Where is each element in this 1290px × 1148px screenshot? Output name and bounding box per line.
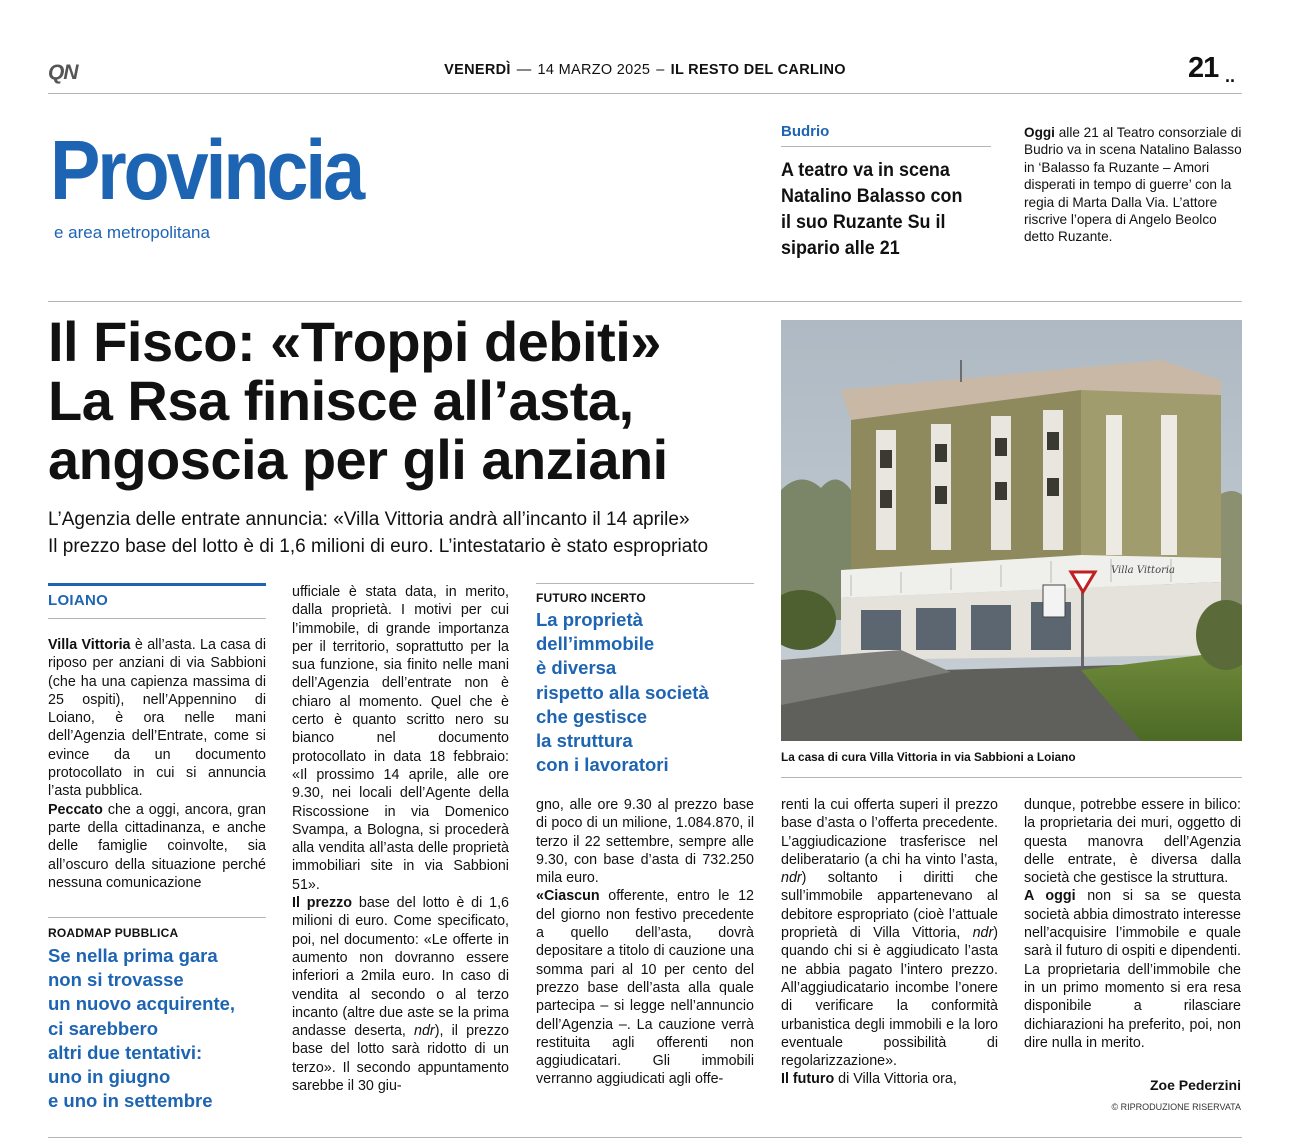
roadmap-quote xyxy=(48,944,235,1113)
futuro-rule xyxy=(536,583,754,584)
quote-line: rispetto alla società xyxy=(536,681,709,703)
quote-line: uno in giugno xyxy=(48,1066,171,1088)
teaser-body-text: alle 21 al Teatro consorziale di Budrio va in scena Natalino Balasso in ‘Balasso fa Ruzante – Amori disperati in tempo di guerre’ con la regia di Marta Dalla Via. L’attore riscrive l’opera di Angelo Beolco detto Ruzante. xyxy=(1024,125,1242,245)
paragraph-text: renti la cui offerta superi il prezzo base d’asta o l’offerta precedente. L’aggiudicazione trasferisce nel deliberatario (a chi ha vinto l’asta, xyxy=(781,797,998,868)
dateline-day: VENERDÌ xyxy=(444,62,511,78)
dateline-newspaper: IL RESTO DEL CARLINO xyxy=(670,62,846,78)
quote-line: e uno in settembre xyxy=(48,1090,213,1112)
paragraph xyxy=(292,583,509,894)
article-photo xyxy=(781,320,1242,741)
paragraph-text: base del lotto è di 1,6 milioni di euro. Come specificato, poi, nel documento: «Le offerte in aumento non dovranno essere inferiori a 2mila euro. In caso di vendita al secondo o al terzo incanto (altre due aste se la prima andasse deserta, xyxy=(292,895,509,1040)
section-title: Provincia xyxy=(50,123,363,217)
futuro-quote xyxy=(536,608,709,777)
article-column-5 xyxy=(1024,796,1241,1052)
ndr-note: ndr xyxy=(972,925,994,942)
paragraph-lead: Il futuro xyxy=(781,1071,835,1088)
ndr-note: ndr xyxy=(781,870,802,887)
quote-line: dell’immobile xyxy=(536,633,655,655)
paragraph xyxy=(781,1070,998,1088)
article-column-3 xyxy=(536,796,754,1089)
teaser-body-lead: Oggi xyxy=(1024,125,1055,140)
paragraph xyxy=(1024,887,1241,1052)
quote-line: altri due tentativi: xyxy=(48,1041,203,1063)
teaser-headline: A teatro va in scena Natalino Balasso con il suo Ruzante Su il sipario alle 21 xyxy=(781,159,963,259)
photo-sign: Villa Vittoria xyxy=(1111,565,1176,576)
footer-rule xyxy=(48,1137,1242,1138)
svg-text:QN: QN xyxy=(48,61,78,84)
byline: Zoe Pederzini xyxy=(1149,1077,1241,1093)
paragraph-lead: Villa Vittoria xyxy=(48,637,131,653)
teaser-kicker: Budrio xyxy=(781,123,830,140)
teaser-kicker-rule xyxy=(781,146,991,147)
paragraph-text: è all’asta. La casa di riposo per anziani di via Sabbioni (che ha una capienza massima di 25 ospiti), nell’Appennino di Loiano, è ora nelle mani dell’Agenzia dell’Entrate, come si evince da un documento protocollato in cui si annuncia l’asta pubblica. xyxy=(48,637,266,800)
page-number-dots: .. xyxy=(1225,66,1236,86)
paragraph-text: gno, alle ore 9.30 al prezzo base di poco di un milione, 1.084.870, il terzo il 22 settembre, sempre alle 9.30, con base d’asta di 732.250 mila euro. xyxy=(536,797,754,887)
subhead-line: L’Agenzia delle entrate annuncia: «Villa Vittoria andrà all’incanto il 14 aprile» xyxy=(48,509,690,530)
paragraph xyxy=(781,796,998,1070)
ndr-note: ndr xyxy=(414,1023,435,1040)
headline-line: La Rsa finisce all’asta, xyxy=(48,369,634,432)
article-column-1 xyxy=(48,636,266,892)
header-rule xyxy=(48,93,1242,94)
paragraph xyxy=(536,796,754,887)
article-column-4 xyxy=(781,796,998,1089)
location-label: LOIANO xyxy=(48,592,109,609)
article-headline xyxy=(48,312,768,489)
quote-line: con i lavoratori xyxy=(536,754,669,776)
building-illustration xyxy=(781,320,1242,741)
paragraph-text: che a oggi, ancora, gran parte della cittadinanza, e anche delle famiglie coinvolte, sia all’oscuro della situazione perché nessuna comunicazione xyxy=(48,801,266,891)
paragraph-lead: «Ciascun xyxy=(536,888,600,905)
quote-line: la struttura xyxy=(536,730,633,752)
dateline: VENERDÌ — 14 MARZO 2025 – IL RESTO DEL CARLINO xyxy=(444,62,846,78)
page-number: 21 xyxy=(1188,52,1219,84)
loc-bottom-rule xyxy=(48,618,266,619)
article-subhead xyxy=(48,506,768,560)
quote-line: non si trovasse xyxy=(48,969,184,991)
quote-line: ci sarebbero xyxy=(48,1017,159,1039)
section-subtitle: e area metropolitana xyxy=(54,223,210,242)
copyright: © RIPRODUZIONE RISERVATA xyxy=(1111,1102,1241,1112)
paragraph-text: ufficiale è stata data, in merito, dalla proprietà. I motivi per cui l’immobile, di grande importanza per il territorio, soprattutto per la sua funzione, sia finito nelle mani dell’Agenzia dell’entrate non è chiaro al momento. Quel che è certo è quanto scritto nero su bianco nel documento protocollato in data 18 febbraio: «Il prossimo 14 aprile, alle ore 9.30, nei locali dell’Agente della Riscossione in via Domenico Svampa, a Bologna, si procederà alla vendita all’asta delle proprietà immobiliari site in via Sabbioni 51». xyxy=(292,584,509,893)
paragraph-lead: Il prezzo xyxy=(292,895,353,912)
quote-line: La proprietà xyxy=(536,609,643,630)
caption-rule xyxy=(781,777,1242,778)
loc-top-rule xyxy=(48,583,266,586)
section-rule xyxy=(48,301,1242,302)
paragraph xyxy=(48,636,266,801)
paragraph xyxy=(48,801,266,892)
paragraph-text: offerente, entro le 12 del giorno non festivo precedente a quello dell’asta, dovrà depositare a titolo di cauzione una somma pari al 10 per cento del prezzo base dell’asta alla quale partecipa – si legge nell’annuncio dell’Agenzia –. La cauzione verrà restituita agli offerenti non aggiudicatari. Gli immobili verranno aggiudicati agli offe- xyxy=(536,888,754,1088)
paragraph xyxy=(536,887,754,1088)
paragraph-lead: A oggi xyxy=(1024,888,1076,905)
futuro-kicker: FUTURO INCERTO xyxy=(536,591,646,605)
paragraph-lead: Peccato xyxy=(48,801,103,818)
photo-caption: La casa di cura Villa Vittoria in via Sabbioni a Loiano xyxy=(781,750,1076,764)
quote-line: che gestisce xyxy=(536,705,648,727)
paragraph-text: ) quando chi si è aggiudicato l’asta ne abbia pagato l’intero prezzo. All’aggiudicatario incombe l’onere di verificare la conformità urbanistica degli immobili e la loro eventuale possibilità di regolarizzazione». xyxy=(781,925,998,1070)
paragraph-text: ), il prezzo base del lotto sarà ridotto di un terzo». Il secondo appuntamento sarebbe il 30 giu- xyxy=(292,1023,509,1095)
roadmap-kicker: ROADMAP PUBBLICA xyxy=(48,926,179,940)
headline-line: angoscia per gli anziani xyxy=(48,428,668,491)
dateline-date: 14 MARZO 2025 xyxy=(537,62,651,78)
paragraph xyxy=(292,894,509,1095)
headline-line: Il Fisco: «Troppi debiti» xyxy=(48,310,661,373)
article-column-2 xyxy=(292,583,509,1095)
roadmap-rule xyxy=(48,917,266,918)
paragraph-text: non si sa se questa società abbia dimostrato interesse nell’acquisire l’immobile e quale sarà il futuro di ospiti e dipendenti. La proprietaria dell’immobile che in un primo momento si era resa disponibile a rilasciare dichiarazioni ha preferito, poi, non dire nulla in merito. xyxy=(1024,888,1241,1051)
paragraph-text: ) soltanto i diritti che sull’immobile appartenevano al debitore espropriato (cioè l’attuale proprietà di Villa Vittoria, xyxy=(781,870,998,942)
quote-line: è diversa xyxy=(536,657,617,679)
quote-line: un nuovo acquirente, xyxy=(48,993,236,1015)
quote-line: Se nella prima gara xyxy=(48,945,218,966)
teaser-body xyxy=(1024,124,1244,246)
subhead-line: Il prezzo base del lotto è di 1,6 milioni di euro. L’intestatario è stato espropriato xyxy=(48,536,709,557)
paragraph-text: di Villa Vittoria ora, xyxy=(834,1071,957,1088)
paragraph-text: dunque, potrebbe essere in bilico: la proprietaria dei muri, oggetto di questa manovra dell’Agenzia delle entrate, è diversa dalla società che gestisce la struttura. xyxy=(1024,797,1241,887)
paragraph xyxy=(1024,796,1241,887)
